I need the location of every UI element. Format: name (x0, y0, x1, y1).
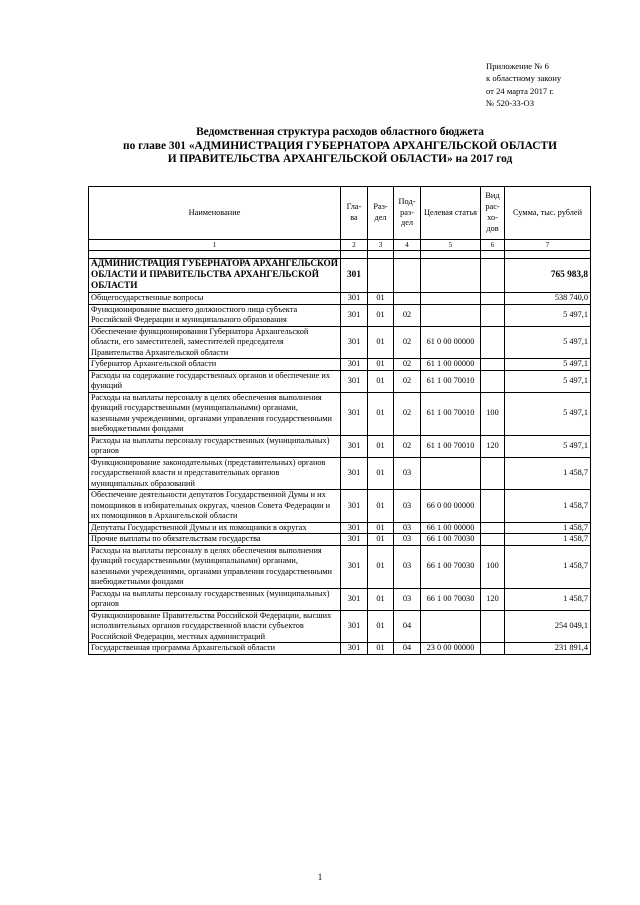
table-row (89, 435, 591, 457)
table-row (89, 293, 591, 305)
cell-razdel: 01 (368, 522, 394, 534)
cell-target-article: 66 1 00 70030 (421, 588, 481, 610)
column-number-row (89, 240, 591, 251)
cell-glava: 301 (341, 610, 368, 643)
cell-podrazdel: 02 (394, 326, 421, 359)
title-line: по главе 301 «АДМИНИСТРАЦИЯ ГУБЕРНАТОРА АРХАНГЕЛЬСКОЙ ОБЛАСТИ (123, 139, 557, 152)
cell-target-article (421, 457, 481, 490)
cell-glava: 301 (341, 588, 368, 610)
cell-expense-type (481, 304, 505, 326)
cell-name: Расходы на выплаты персоналу в целях обеспечения выполнения функций государственными (муниципальными) органами, казенными учреждениями, органами управления государственными внебюджетными фондами (89, 392, 341, 435)
cell-glava: 301 (341, 326, 368, 359)
cell-glava: 301 (341, 457, 368, 490)
cell-expense-type (481, 522, 505, 534)
cell-target-article: 61 1 00 00000 (421, 359, 481, 371)
table-row (89, 588, 591, 610)
page-number: 1 (317, 872, 323, 882)
budget-table-body (89, 259, 591, 655)
cell-razdel: 01 (368, 359, 394, 371)
cell-razdel: 01 (368, 370, 394, 392)
column-number: 4 (394, 240, 421, 251)
cell-podrazdel: 03 (394, 588, 421, 610)
cell-sum: 1 458,7 (505, 457, 591, 490)
cell-target-article: 61 1 00 70010 (421, 435, 481, 457)
budget-table (88, 186, 591, 655)
cell-target-article: 66 0 00 00000 (421, 490, 481, 523)
cell-podrazdel: 04 (394, 643, 421, 655)
table-row (89, 326, 591, 359)
cell-name: Расходы на выплаты персоналу в целях обеспечения выполнения функций государственными (муниципальными) органами, казенными учреждениями, органами управления государственными внебюджетными фондами (89, 545, 341, 588)
cell-podrazdel (394, 259, 421, 293)
cell-glava: 301 (341, 359, 368, 371)
document-title (60, 126, 620, 167)
cell-target-article: 66 1 00 00000 (421, 522, 481, 534)
table-row (89, 522, 591, 534)
cell-razdel: 01 (368, 534, 394, 546)
cell-expense-type: 120 (481, 435, 505, 457)
cell-expense-type (481, 359, 505, 371)
column-number: 6 (481, 240, 505, 251)
cell-podrazdel (394, 293, 421, 305)
title-line: Ведомственная структура расходов областного бюджета (196, 126, 484, 138)
header-razdel: Раз-дел (368, 187, 394, 240)
cell-expense-type (481, 326, 505, 359)
cell-razdel: 01 (368, 326, 394, 359)
cell-podrazdel: 03 (394, 522, 421, 534)
cell-target-article (421, 293, 481, 305)
appendix-note (486, 60, 626, 110)
cell-razdel: 01 (368, 392, 394, 435)
cell-glava: 301 (341, 490, 368, 523)
cell-glava: 301 (341, 304, 368, 326)
cell-name: Расходы на содержание государственных органов и обеспечение их функций (89, 370, 341, 392)
cell-sum: 5 497,1 (505, 326, 591, 359)
cell-expense-type (481, 370, 505, 392)
header-sum: Сумма, тыс. рублей (505, 187, 591, 240)
table-row (89, 643, 591, 655)
cell-sum: 538 740,0 (505, 293, 591, 305)
cell-sum: 254 049,1 (505, 610, 591, 643)
column-number: 5 (421, 240, 481, 251)
cell-razdel: 01 (368, 610, 394, 643)
cell-sum: 5 497,1 (505, 359, 591, 371)
cell-podrazdel: 02 (394, 435, 421, 457)
cell-razdel (368, 259, 394, 293)
cell-glava: 301 (341, 392, 368, 435)
table-row (89, 370, 591, 392)
cell-podrazdel: 02 (394, 304, 421, 326)
cell-glava: 301 (341, 534, 368, 546)
cell-target-article (421, 259, 481, 293)
title-line: И ПРАВИТЕЛЬСТВА АРХАНГЕЛЬСКОЙ ОБЛАСТИ» на 2017 год (167, 153, 513, 166)
cell-target-article: 61 0 00 00000 (421, 326, 481, 359)
cell-razdel: 01 (368, 293, 394, 305)
cell-expense-type: 100 (481, 545, 505, 588)
cell-name: Губернатор Архангельской области (89, 359, 341, 371)
cell-glava: 301 (341, 522, 368, 534)
cell-sum: 1 458,7 (505, 545, 591, 588)
cell-razdel: 01 (368, 435, 394, 457)
cell-podrazdel: 02 (394, 359, 421, 371)
cell-expense-type (481, 259, 505, 293)
cell-sum: 5 497,1 (505, 435, 591, 457)
cell-target-article: 66 1 00 70030 (421, 534, 481, 546)
column-number: 1 (89, 240, 341, 251)
table-row (89, 359, 591, 371)
cell-target-article: 66 1 00 70030 (421, 545, 481, 588)
table-row (89, 490, 591, 523)
cell-glava: 301 (341, 643, 368, 655)
cell-target-article: 61 1 00 70010 (421, 392, 481, 435)
cell-expense-type (481, 293, 505, 305)
cell-expense-type (481, 643, 505, 655)
cell-podrazdel: 03 (394, 457, 421, 490)
cell-sum: 5 497,1 (505, 370, 591, 392)
cell-razdel: 01 (368, 643, 394, 655)
appendix-line: № 520-33-ОЗ (486, 98, 535, 109)
cell-glava: 301 (341, 293, 368, 305)
cell-expense-type (481, 534, 505, 546)
cell-name: Функционирование законодательных (представительных) органов государственной власти и представительных органов муниципальных образований (89, 457, 341, 490)
cell-name: Расходы на выплаты персоналу государственных (муниципальных) органов (89, 588, 341, 610)
cell-expense-type (481, 457, 505, 490)
cell-glava: 301 (341, 545, 368, 588)
cell-sum: 5 497,1 (505, 392, 591, 435)
column-number: 2 (341, 240, 368, 251)
cell-expense-type (481, 610, 505, 643)
cell-name: АДМИНИСТРАЦИЯ ГУБЕРНАТОРА АРХАНГЕЛЬСКОЙ ОБЛАСТИ И ПРАВИТЕЛЬСТВА АРХАНГЕЛЬСКОЙ ОБЛАСТИ (89, 259, 341, 293)
cell-expense-type: 120 (481, 588, 505, 610)
cell-sum: 1 458,7 (505, 588, 591, 610)
cell-name: Прочие выплаты по обязательствам государства (89, 534, 341, 546)
cell-glava: 301 (341, 435, 368, 457)
cell-sum: 1 458,7 (505, 490, 591, 523)
cell-name: Расходы на выплаты персоналу государственных (муниципальных) органов (89, 435, 341, 457)
cell-podrazdel: 03 (394, 490, 421, 523)
header-glava: Гла-ва (341, 187, 368, 240)
header-name: Наименование (89, 187, 341, 240)
cell-sum: 231 891,4 (505, 643, 591, 655)
cell-podrazdel: 04 (394, 610, 421, 643)
cell-razdel: 01 (368, 457, 394, 490)
appendix-line: к областному закону (486, 73, 562, 84)
cell-name: Обеспечение функционирования Губернатора Архангельской области, его заместителей, заместителей председателя Правительства Архангельской области (89, 326, 341, 359)
cell-name: Депутаты Государственной Думы и их помощники в округах (89, 522, 341, 534)
cell-target-article (421, 304, 481, 326)
cell-name: Государственная программа Архангельской области (89, 643, 341, 655)
table-row (89, 545, 591, 588)
cell-name: Функционирование высшего должностного лица субъекта Российской Федерации и муниципального образования (89, 304, 341, 326)
appendix-line: Приложение № 6 (486, 61, 549, 71)
cell-sum: 765 983,8 (505, 259, 591, 293)
cell-podrazdel: 03 (394, 534, 421, 546)
spacer-row (89, 251, 591, 259)
cell-razdel: 01 (368, 304, 394, 326)
cell-target-article: 61 1 00 70010 (421, 370, 481, 392)
column-number: 3 (368, 240, 394, 251)
cell-name: Обеспечение деятельности депутатов Государственной Думы и их помощников в избирательных округах, членов Совета Федерации и их помощников в Архангельской области (89, 490, 341, 523)
cell-name: Функционирование Правительства Российской Федерации, высших исполнительных органов государственной власти субъектов Российской Федерации, местных администраций (89, 610, 341, 643)
cell-razdel: 01 (368, 490, 394, 523)
cell-podrazdel: 02 (394, 392, 421, 435)
table-header-row (89, 187, 591, 240)
table-row (89, 392, 591, 435)
cell-sum: 1 458,7 (505, 522, 591, 534)
table-row (89, 259, 591, 293)
table-row (89, 304, 591, 326)
column-number: 7 (505, 240, 591, 251)
cell-razdel: 01 (368, 588, 394, 610)
cell-expense-type: 100 (481, 392, 505, 435)
cell-name: Общегосударственные вопросы (89, 293, 341, 305)
cell-sum: 5 497,1 (505, 304, 591, 326)
header-target-article: Целевая статья (421, 187, 481, 240)
cell-podrazdel: 03 (394, 545, 421, 588)
cell-glava: 301 (341, 370, 368, 392)
cell-sum: 1 458,7 (505, 534, 591, 546)
cell-target-article: 23 0 00 00000 (421, 643, 481, 655)
table-row (89, 610, 591, 643)
header-podrazdel: Под-раз-дел (394, 187, 421, 240)
cell-razdel: 01 (368, 545, 394, 588)
table-row (89, 534, 591, 546)
cell-expense-type (481, 490, 505, 523)
header-expense-type: Вид рас-хо-дов (481, 187, 505, 240)
table-row (89, 457, 591, 490)
cell-podrazdel: 02 (394, 370, 421, 392)
cell-target-article (421, 610, 481, 643)
cell-glava: 301 (341, 259, 368, 293)
appendix-line: от 24 марта 2017 г. (486, 85, 555, 96)
